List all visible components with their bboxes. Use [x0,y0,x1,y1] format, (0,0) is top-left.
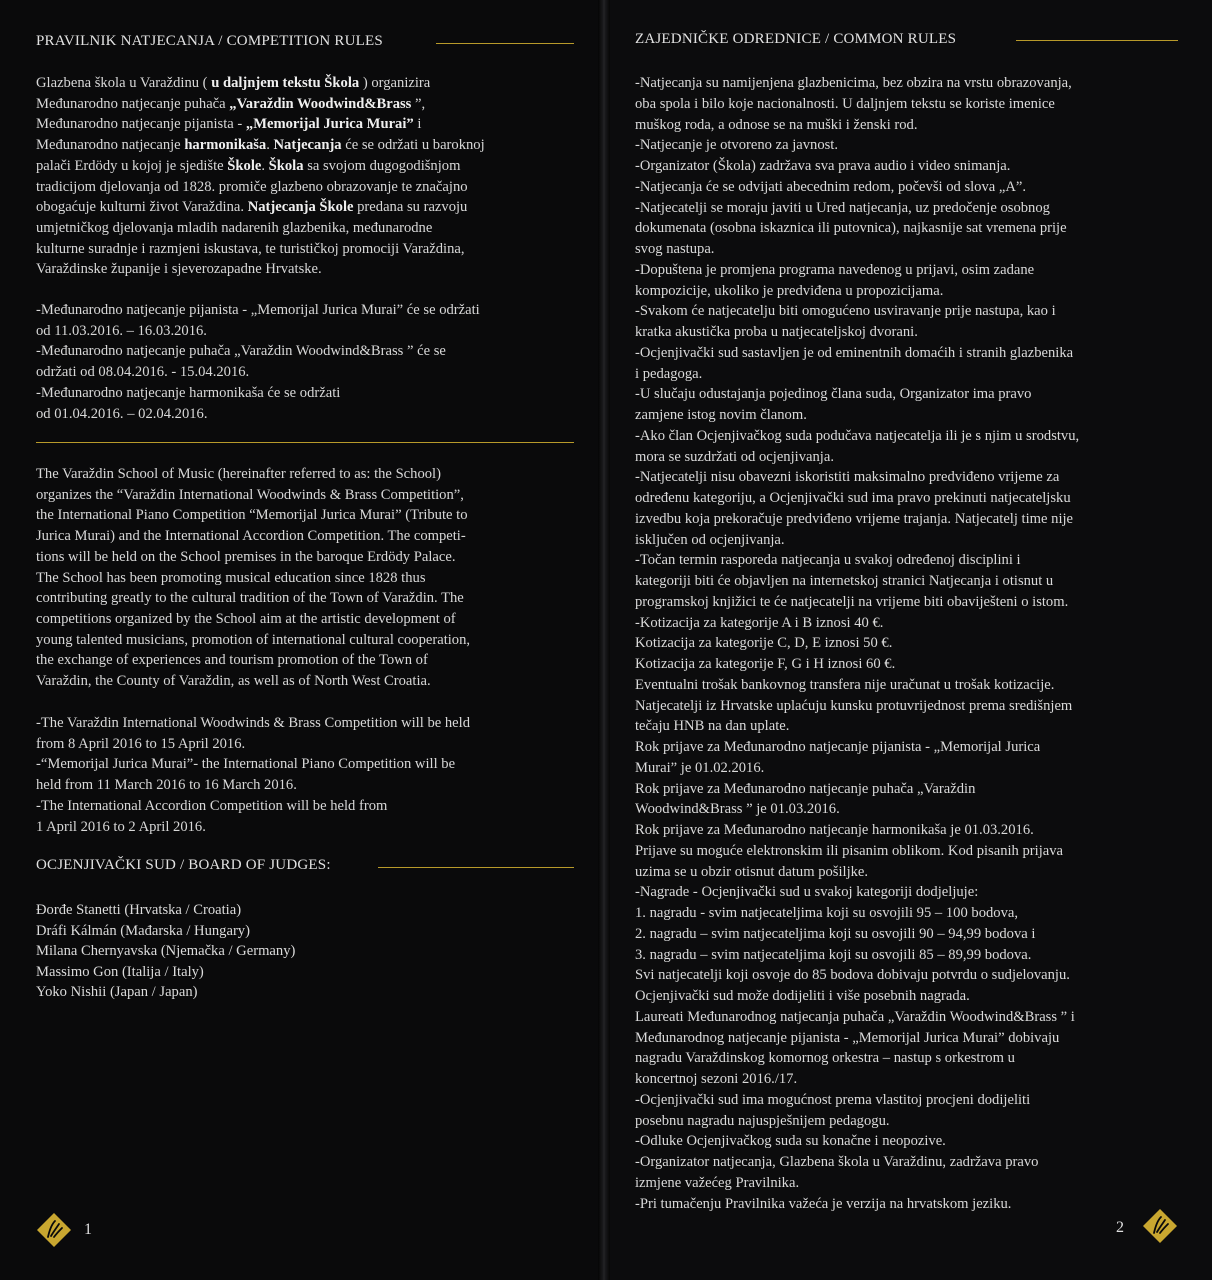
rule-line: izvedbu koja prekoračuje predviđeno vrijeme trajanja. Natjecatelj time nije [635,510,1074,527]
rule-line: -Ocjenjivački sud sastavljen je od eminentnih domaćih i stranih glazbenika [635,344,1074,361]
judge-item: Yoko Nishii (Japan / Japan) [36,984,198,1000]
rule-line: dokumenata (osobna iskaznica ili putovnica), najkasnije sat vremena prije [635,220,1067,237]
date-line: od 01.04.2016. – 02.04.2016. [36,405,208,422]
rule-line: kompozicije, ukoliko je predviđena u propozicijama. [635,282,944,299]
rule-line: Prijave su moguće elektronskim ili pisanim oblikom. Kod pisanih prijava [635,842,1064,859]
rule-line: i pedagoga. [635,365,703,382]
judge-item: Dráfi Kálmán (Mađarska / Hungary) [36,922,250,939]
judges-list [36,900,295,1003]
rule-line: -Nagrade - Ocjenjivački sud u svakoj kategoriji dodjeljuje: [635,884,979,901]
english-dates: -The Varaždin International Woodwinds & Brass Competition will be held from 8 April 2016 to 15 April 2016. -“Memorijal Jurica Murai”- the International Piano Competition will be held from 11 March 2016 to 16 March 2016. -The International Accordion Competition will be held from 1 April 2016 to 2 April 2016. [36,715,470,835]
judge-item: Đorđe Stanetti (Hrvatska / Croatia) [36,902,242,918]
date-line: od 11.03.2016. – 16.03.2016. [36,322,207,339]
rule-line: oba spola i bilo koje nacionalnosti. U daljnjem tekstu se koriste imenice [635,95,1055,112]
date-line: -Međunarodno natjecanje puhača „Varaždin Woodwind&Brass ” će se [36,343,446,360]
rule-line: Woodwind&Brass ” je 01.03.2016. [635,801,840,818]
rule-line: Rok prijave za Međunarodno natjecanje puhača „Varaždin [635,780,976,797]
rule-line: -Natjecanja su namijenjena glazbenicima, bez obzira na vrstu obrazovanja, [635,75,1072,91]
heading-rule [1016,40,1178,41]
croatian-intro: Glazbena škola u Varaždinu ( u daljnjem tekstu Škola ) organizira Međunarodno natjecanje puhača „Varaždin Woodwind&Brass ”, Međunarodno natjecanje pijanista - „Memorijal Jurica Murai” i Međunarodno natjecanje harmonikaša. Natjecanja će se održati u baroknoj palači Erdödy u kojoj je sjedište Škole. Škola sa svojom dugogodišnjom tradicijom djelovanja od 1828. promiče glazbeno obrazovanje te značajno obogaćuje kulturni život Varaždina. Natjecanja Škole predana su razvoju umjetničkog djelovanja mladih nadarenih glazbenika, međunarodne kulturne suradnje i razmjeni iskustava, te turističkoj promociji Varaždina, Varaždinske županije i sjeverozapadne Hrvatske. [36,75,485,278]
rule-line: izmjene važećeg Pravilnika. [635,1174,800,1191]
school-logo-icon [1142,1208,1178,1244]
rule-line: -Pri tumačenju Pravilnika važeća je verzija na hrvatskom jeziku. [635,1195,1012,1212]
rule-line: Murai” je 01.02.2016. [635,759,765,776]
rule-line: Kotizacija za kategorije F, G i H iznosi 60 €. [635,656,896,672]
judge-item: Milana Chernyavska (Njemačka / Germany) [36,943,296,959]
rule-line: kratka akustička proba u natjecateljskoj dvorani. [635,324,918,340]
croatian-dates [36,300,581,424]
rule-line: -Odluke Ocjenjivačkog suda su konačne i neopozive. [635,1133,946,1150]
rule-line: posebnu nagradu najuspješnijem pedagogu. [635,1112,890,1129]
rule-line: -U slučaju odustajanja pojedinog člana suda, Organizator ima pravo [635,386,1032,403]
rule-line: svog nastupa. [635,241,715,257]
rule-line: -Točan termin rasporeda natjecanja u svakoj određenoj disciplini i [635,552,1021,569]
rule-line: Međunarodnog natjecanje pijanista - „Memorijal Jurica Murai” dobivaju [635,1029,1060,1046]
page-number: 2 [1116,1219,1124,1236]
date-line: -Međunarodno natjecanje pijanista - „Memorijal Jurica Murai” će se održati [36,302,480,318]
date-line: -Međunarodno natjecanje harmonikaša će se održati [36,384,341,401]
heading-rule [436,43,574,44]
rule-line: tečaju HNB na dan uplate. [635,718,790,735]
booklet-fold [598,0,610,1280]
rule-line: kategoriji biti će objavljen na internetskoj stranici Natjecanja i otisnut u [635,573,1054,589]
common-rules-list [635,73,1180,1214]
rule-line: Kotizacija za kategorije C, D, E iznosi 50 €. [635,635,893,652]
rule-line: isključen od ocjenjivanja. [635,531,785,548]
rule-line: -Organizator (Škola) zadržava sva prava audio i video snimanja. [635,158,1011,174]
heading-rule [378,867,574,868]
competition-rules-heading: PRAVILNIK NATJECANJA / COMPETITION RULES [36,33,383,49]
rule-line: mora se suzdržati od ocjenjivanja. [635,448,834,465]
judge-item: Massimo Gon (Italija / Italy) [36,963,204,980]
rule-line: -Natjecanja će se odvijati abecednim redom, počevši od slova „A”. [635,178,1027,195]
judges-heading: OCJENJIVAČKI SUD / BOARD OF JUDGES: [36,857,331,873]
rule-line: Eventualni trošak bankovnog transfera nije uračunat u trošak kotizacije. [635,676,1055,693]
rule-line: -Svakom će natjecatelju biti omogućeno usviravanje prije nastupa, kao i [635,303,1056,320]
rule-line: nagradu Varaždinskog komornog orkestra – nastup s orkestrom u [635,1050,1015,1067]
rule-line: -Ocjenjivački sud ima mogućnost prema vlastitoj procjeni dodijeliti [635,1091,1031,1108]
rule-line: Rok prijave za Međunarodno natjecanje pijanista - „Memorijal Jurica [635,739,1041,755]
rule-line: -Kotizacija za kategorije A i B iznosi 40 €. [635,614,884,631]
rule-line: Ocjenjivački sud može dodijeliti i više posebnih nagrada. [635,988,970,1004]
rule-line: uzima se u obzir otisnut datum pošiljke. [635,863,869,880]
rule-line: -Natjecanje je otvoreno za javnost. [635,137,839,154]
rule-line: Rok prijave za Međunarodno natjecanje harmonikaša je 01.03.2016. [635,822,1034,838]
rule-line: Natjecatelji iz Hrvatske uplaćuju kunsku protuvrijednost prema središnjem [635,697,1073,714]
rule-line: Svi natjecatelji koji osvoje do 85 bodova dobivaju potvrdu o sudjelovanju. [635,967,1070,984]
rule-line: Laureati Međunarodnog natjecanja puhača „Varaždin Woodwind&Brass ” i [635,1008,1075,1025]
rule-line: 1. nagradu - svim natjecateljima koji su osvojili 95 – 100 bodova, [635,905,1019,921]
rule-line: -Ako član Ocjenjivačkog suda podučava natjecatelja ili je s njim u srodstvu, [635,427,1080,444]
rule-line: programskoj knjižici te će natjecatelji na vrijeme biti obaviješteni o istom. [635,593,1069,610]
rule-line: zamjene istog novim članom. [635,407,807,423]
rule-line: 2. nagradu – svim natjecateljima koji su osvojili 90 – 94,99 bodova i [635,925,1036,942]
section-divider [36,442,574,443]
rule-line: koncertnoj sezoni 2016./17. [635,1071,798,1087]
rule-line: određenu kategoriju, a Ocjenjivački sud ima pravo prekinuti natjecateljsku [635,490,1071,506]
date-line: održati od 08.04.2016. - 15.04.2016. [36,364,250,381]
common-rules-heading: ZAJEDNIČKE ODREDNICE / COMMON RULES [635,31,957,47]
rule-line: 3. nagradu – svim natjecateljima koji su osvojili 85 – 89,99 bodova. [635,946,1032,963]
english-intro: The Varaždin School of Music (hereinafter referred to as: the School) organizes the “Varaždin International Woodwinds & Brass Competition”, the International Piano Competition “Memorijal Jurica Murai” (Tribute to Jurica Murai) and the International Accordion Competition. The competi- tions will be held on the School premises in the baroque Erdödy Palace. The School has been promoting musical education since 1828 thus contributing greatly to the cultural tradition of the Town of Varaždin. The competitions organized by the School aim at the artistic development of young talented musicians, promotion of international cultural cooperation, the exchange of experiences and tourism promotion of the Town of Varaždin, the County of Varaždin, as well as of North West Croatia. [36,466,471,690]
rule-line: -Organizator natjecanja, Glazbena škola u Varaždinu, zadržava pravo [635,1154,1039,1170]
rule-line: -Natjecatelji se moraju javiti u Ured natjecanja, uz predočenje osobnog [635,199,1050,216]
school-logo-icon [36,1212,72,1248]
page-number: 1 [84,1221,92,1238]
rule-line: -Natjecatelji nisu obavezni iskoristiti maksimalno predviđeno vrijeme za [635,469,1060,486]
rule-line: muškog roda, a odnose se na muški i ženski rod. [635,116,918,133]
rule-line: -Dopuštena je promjena programa navedenog u prijavi, osim zadane [635,261,1035,278]
